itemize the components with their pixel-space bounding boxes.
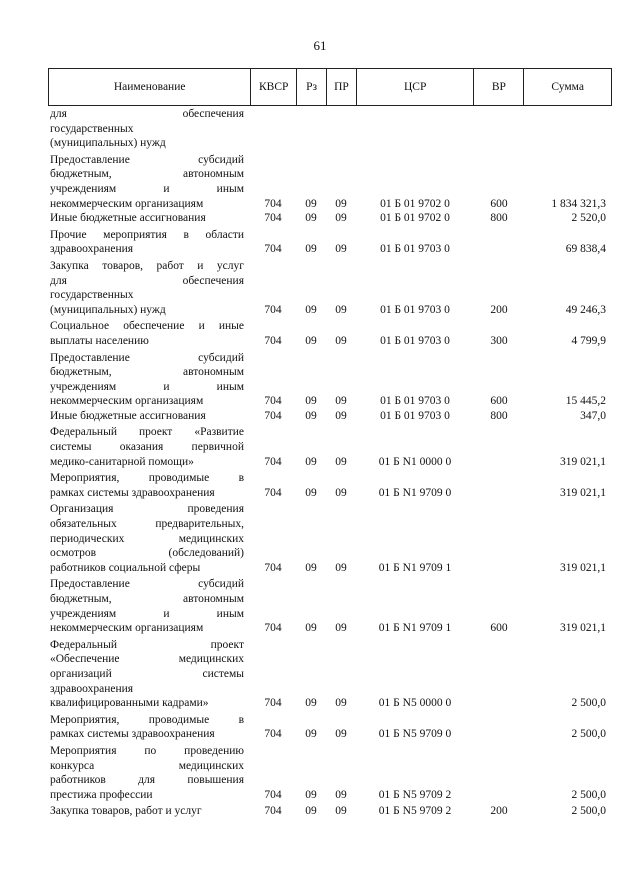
row-name-line: бюджетным, автономным [50,366,244,379]
row-name [48,211,250,226]
row-name-line: здравоохранения [50,682,134,695]
row-csr: 01 Б 01 9702 0 [380,212,450,225]
header-csr: ЦСР [356,69,474,105]
row-sum: 319 021,1 [560,486,606,499]
row-csr: 01 Б N1 0000 0 [378,455,452,468]
row-rz: 09 [305,197,317,210]
row-name-line: учреждениям и иным [50,380,244,393]
row-pr: 09 [335,197,347,210]
table-row [48,228,612,257]
row-name-line: Мероприятия, проводимые в [50,472,244,485]
row-csr: 01 Б 01 9703 0 [380,243,450,256]
row-csr: 01 Б N1 9709 0 [378,486,452,499]
row-kvsr: 704 [264,805,282,818]
row-rz: 09 [305,334,317,347]
row-name-line: Иные бюджетные ассигнования [50,409,206,422]
row-name-line: Закупка товаров, работ и услуг [50,259,244,272]
row-sum: 319 021,1 [560,622,606,635]
row-csr: 01 Б N5 0000 0 [378,697,452,710]
table-row [48,804,612,819]
row-sum: 319 021,1 [560,455,606,468]
table-row [48,471,612,500]
row-pr: 09 [335,212,347,225]
row-csr: 01 Б N5 9709 2 [378,788,452,801]
table-row [48,638,612,711]
row-name [48,577,250,635]
row-name-line: медико-санитарной помощи» [50,455,194,468]
row-name [48,409,250,424]
table-row [48,713,612,742]
row-csr: 01 Б 01 9702 0 [380,197,450,210]
row-name [48,502,250,575]
row-sum: 15 445,2 [565,395,606,408]
table-body [48,107,612,819]
row-sum: 2 500,0 [571,788,606,801]
header-kvsr: КВСР [250,69,296,105]
table-row [48,259,612,317]
row-name-line: квалифицированными кадрами» [50,697,209,710]
row-name-line: конкурса медицинских [50,759,244,772]
row-csr: 01 Б 01 9703 0 [380,409,450,422]
row-pr: 09 [335,805,347,818]
row-name [48,259,250,317]
row-kvsr: 704 [264,455,282,468]
row-name-line: бюджетным, автономным [50,593,244,605]
row-kvsr: 704 [264,243,282,256]
row-kvsr: 704 [264,728,282,741]
row-name-line: учреждениям и иным [50,607,244,620]
row-vr: 200 [490,303,508,316]
row-vr: 600 [490,197,508,210]
row-name-line: учреждениям и иным [50,182,244,195]
row-name-line: для обеспечения [50,274,244,287]
row-sum: 2 500,0 [571,697,606,710]
row-name-line: Социальное обеспечение и иные [50,320,244,333]
row-kvsr: 704 [264,622,282,635]
row-sum: 319 021,1 [560,561,606,574]
row-name-line: государственных [50,122,134,135]
row-pr: 09 [335,622,347,635]
row-name-line: Иные бюджетные ассигнования [50,212,206,225]
row-vr: 800 [490,212,508,225]
row-name-line: системы оказания первичной [50,441,244,454]
row-kvsr: 704 [264,212,282,225]
table-row [48,502,612,575]
row-name-line: для обеспечения [50,108,244,120]
table-row [48,153,612,211]
row-kvsr: 704 [264,334,282,347]
row-pr: 09 [335,788,347,801]
row-name-line: Закупка товаров, работ и услуг [50,805,202,818]
row-csr: 01 Б 01 9703 0 [380,395,450,408]
row-name-line: (муниципальных) нужд [50,137,166,150]
row-name-line: Предоставление субсидий [50,153,244,166]
row-kvsr: 704 [264,697,282,710]
row-name-line: осмотров (обследований) [50,547,244,560]
row-name [48,153,250,211]
row-name-line: бюджетным, автономным [50,168,244,181]
row-csr: 01 Б N5 9709 0 [378,728,452,741]
table-row [48,351,612,409]
row-pr: 09 [335,486,347,499]
row-name-line: Предоставление субсидий [50,351,244,364]
row-name-line: престижа профессии [50,788,153,801]
row-name-line: государственных [50,289,134,302]
row-sum: 2 500,0 [571,728,606,741]
row-name-line: Федеральный проект [50,638,244,651]
row-name-line: «Обеспечение медицинских [50,653,244,666]
row-csr: 01 Б N5 9709 2 [378,805,452,818]
row-name [48,804,250,819]
row-name [48,228,250,257]
row-rz: 09 [305,395,317,408]
row-name-line: организаций системы [50,667,244,680]
row-pr: 09 [335,243,347,256]
table-row [48,577,612,635]
row-pr: 09 [335,697,347,710]
row-csr: 01 Б N1 9709 1 [378,561,452,574]
row-csr: 01 Б N1 9709 1 [378,622,452,635]
row-name-line: некоммерческим организациям [50,622,204,635]
row-name-line: рамках системы здравоохранения [50,728,215,741]
row-pr: 09 [335,395,347,408]
row-rz: 09 [305,303,317,316]
row-name-line: рамках системы здравоохранения [50,486,215,499]
row-name [48,713,250,742]
row-name-line: периодических медицинских [50,532,244,545]
header-name: Наименование [113,81,186,93]
row-kvsr: 704 [264,303,282,316]
table-row [48,409,612,424]
row-kvsr: 704 [264,788,282,801]
row-rz: 09 [305,805,317,818]
row-name [48,744,250,802]
row-pr: 09 [335,728,347,741]
row-rz: 09 [305,561,317,574]
row-name-line: здравоохранения [50,243,134,256]
row-name [48,319,250,348]
row-rz: 09 [305,728,317,741]
table-row [48,425,612,469]
row-sum: 49 246,3 [565,303,606,316]
row-sum: 1 834 321,3 [551,197,606,210]
row-csr: 01 Б 01 9703 0 [380,303,450,316]
row-name [48,638,250,711]
row-name [48,351,250,409]
table-row [48,107,612,151]
row-name-line: Прочие мероприятия в области [50,228,244,241]
row-vr: 300 [490,334,508,347]
row-kvsr: 704 [264,197,282,210]
table-header [48,68,612,106]
row-vr: 800 [490,409,508,422]
row-rz: 09 [305,486,317,499]
row-name-line: работников для повышения [50,774,244,787]
row-rz: 09 [305,622,317,635]
row-vr: 600 [490,395,508,408]
page-number: 61 [313,38,327,53]
row-name-line: работников социальной сферы [50,561,201,574]
table-row [48,211,612,226]
row-sum: 347,0 [580,409,606,422]
row-pr: 09 [335,409,347,422]
row-pr: 09 [335,303,347,316]
header-pr: ПР [326,69,356,105]
row-kvsr: 704 [264,395,282,408]
row-kvsr: 704 [264,561,282,574]
header-sum: Сумма [523,69,611,105]
row-rz: 09 [305,409,317,422]
row-rz: 09 [305,243,317,256]
row-name-line: Предоставление субсидий [50,578,244,591]
row-pr: 09 [335,334,347,347]
row-vr: 600 [490,622,508,635]
row-kvsr: 704 [264,486,282,499]
row-sum: 69 838,4 [565,243,606,256]
row-sum: 4 799,9 [571,334,606,347]
row-name-line: некоммерческим организациям [50,395,204,408]
row-rz: 09 [305,455,317,468]
row-name [48,425,250,469]
row-name-line: выплаты населению [50,334,149,347]
row-rz: 09 [305,212,317,225]
row-rz: 09 [305,788,317,801]
row-name [48,107,250,151]
row-name-line: Федеральный проект «Развитие [50,426,244,439]
row-csr: 01 Б 01 9703 0 [380,334,450,347]
header-vr: ВР [473,69,523,105]
row-sum: 2 520,0 [571,212,606,225]
header-rz: Рз [296,69,326,105]
row-name [48,471,250,500]
row-kvsr: 704 [264,409,282,422]
row-name-line: Организация проведения [50,503,244,516]
row-name-line: (муниципальных) нужд [50,303,166,316]
row-sum: 2 500,0 [571,805,606,818]
table-row [48,744,612,802]
row-name-line: Мероприятия по проведению [50,744,244,757]
row-name-line: обязательных предварительных, [50,518,244,531]
row-name-line: Мероприятия, проводимые в [50,713,244,726]
row-name-line: некоммерческим организациям [50,197,204,210]
budget-table [48,68,612,819]
row-pr: 09 [335,561,347,574]
row-rz: 09 [305,697,317,710]
row-vr: 200 [490,805,508,818]
table-row [48,319,612,348]
row-pr: 09 [335,455,347,468]
